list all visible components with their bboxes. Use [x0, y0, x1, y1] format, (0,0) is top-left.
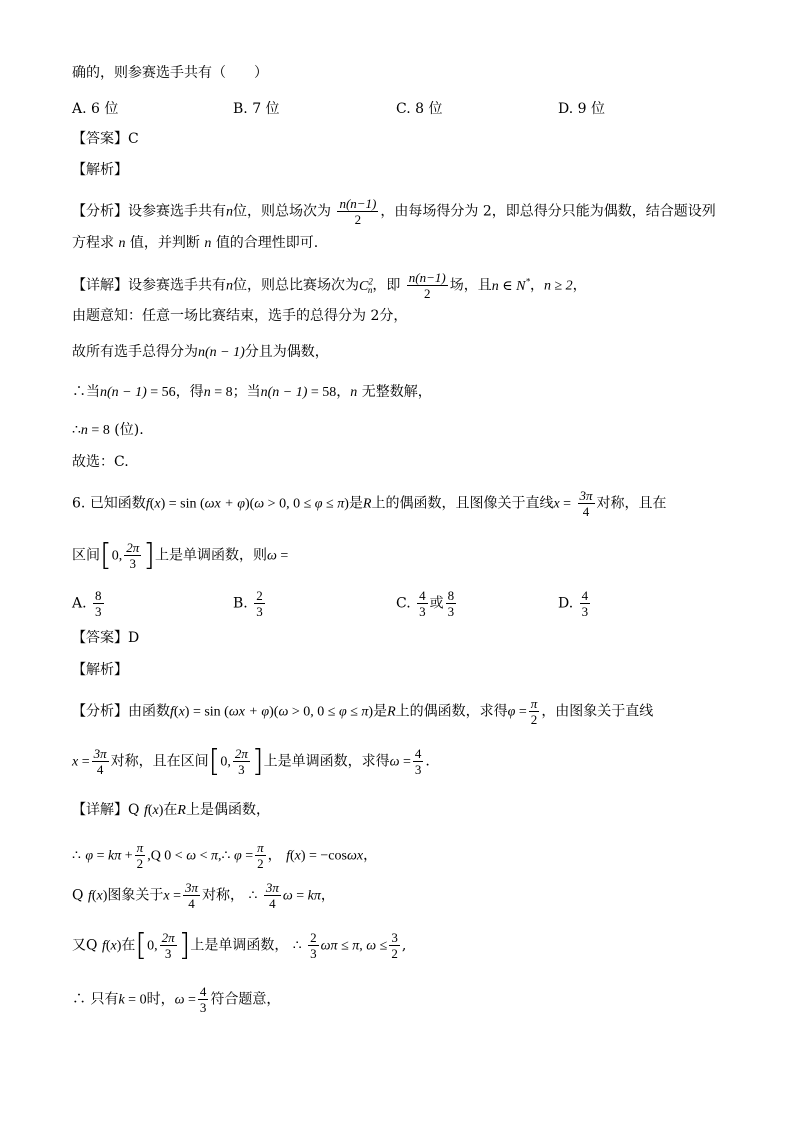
q5-detail-line5: ∴n = 8 (位).: [72, 422, 144, 438]
q5-detail-line3: 故所有选手总得分为n(n − 1)分且为偶数，: [72, 344, 329, 360]
q6-stem-line2: 区间[0, $\frac{2\pi}{3}$ ]上是单调函数，则ω =: [72, 537, 289, 573]
q5-detail-line2: 由题意知：任意一场比赛结束，选手的总得分为 2分，: [72, 308, 408, 324]
q6-detail-line5: ∴ 只有k = 0时，ω = $\frac{4}{3}$ 符合题意，: [72, 984, 281, 1015]
q5-stem-end: 确的，则参赛选手共有（ ）: [72, 65, 268, 81]
q6-option-b: B. $\frac{2}{3}$: [233, 588, 263, 619]
q5-option-c: C. 8 位: [396, 101, 443, 117]
q5-answer: 【答案】C: [72, 131, 139, 147]
q6-option-a: A. $\frac{8}{3}$: [72, 588, 102, 619]
q5-option-a: A. 6 位: [72, 101, 119, 117]
q5-conclusion: 故选：C.: [72, 454, 129, 470]
q6-detail-line1: 【详解】Q f(x)在R上是偶函数，: [72, 802, 270, 818]
q6-answer: 【答案】D: [72, 630, 140, 646]
q6-stem-line1: 6. 已知函数f(x) = sin (ωx + φ)(ω > 0, 0 ≤ φ ≤ π)是R上的偶函数，且图像关于直线x = $\frac{3\pi}{4}$ 对称，且在: [72, 488, 667, 519]
q6-detail-line3: Q f(x)图象关于x = $\frac{3\pi}{4}$ 对称， ∴ $\frac{3\pi}{4}$ ω = kπ，: [72, 880, 335, 911]
q5-option-d: D. 9 位: [558, 101, 605, 117]
q5-detail-line4: ∴当n(n − 1) = 56，得n = 8；当n(n − 1) = 58，n 无整数解，: [72, 384, 432, 400]
q6-option-d: D. $\frac{4}{3}$: [558, 588, 589, 619]
q6-detail-line2: ∴ φ = kπ + $\frac{\pi}{2}$ ,Q 0 < ω < π,∴ φ = $\frac{\pi}{2}$ ， f(x) = −cosωx，: [72, 840, 378, 871]
q6-analysis-tag: 【解析】: [72, 662, 128, 678]
q6-fenxi-line1: 【分析】由函数f(x) = sin (ωx + φ)(ω > 0, 0 ≤ φ ≤ π)是R上的偶函数，求得φ = $\frac{\pi}{2}$ ，由图象关于直线: [72, 696, 654, 727]
q5-analysis-tag: 【解析】: [72, 162, 128, 178]
q6-detail-line4: 又Q f(x)在[0, $\frac{2\pi}{3}$ ]上是单调函数， ∴ $\frac{2}{3}$ ωπ ≤ π, ω ≤ $\frac{3}{2}$ ,: [72, 927, 407, 963]
q5-fenxi-line1: 【分析】设参赛选手共有n位，则总场次为 $\frac{n(n-1)}{2}$ ，由每场得分为 2，即总得分只能为偶数，结合题设列: [72, 196, 716, 227]
q5-option-b: B. 7 位: [233, 101, 280, 117]
q5-detail-line1: 【详解】设参赛选手共有n位，则总比赛场次为$C^2_n$，即 $\frac{n(n-1)}{2}$ 场，且n ∈ N*，n ≥ 2，: [72, 270, 587, 301]
q6-fenxi-line2: x = $\frac{3\pi}{4}$ 对称，且在区间[0, $\frac{2\pi}{3}$ ]上是单调函数，求得ω = $\frac{4}{3}$ .: [72, 743, 430, 779]
q6-option-c: C. $\frac{4}{3}$ 或 $\frac{8}{3}$: [396, 588, 455, 619]
q5-fenxi-line2: 方程求 n 值，并判断 n 值的合理性即可.: [72, 235, 319, 251]
